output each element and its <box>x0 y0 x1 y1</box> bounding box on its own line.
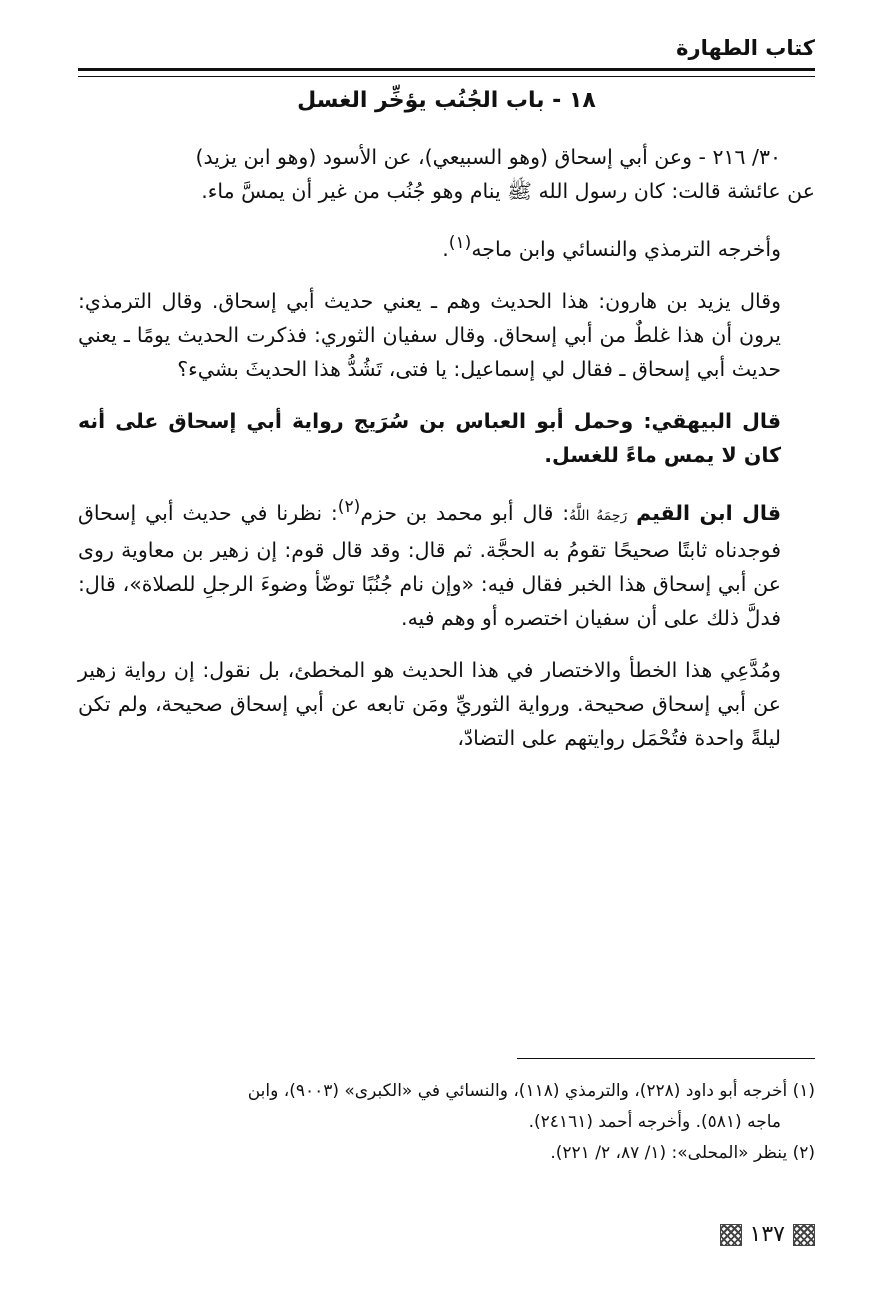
takhrij-text: وأخرجه الترمذي والنسائي وابن ماجه <box>471 236 781 261</box>
commentary-yazid: وقال يزيد بن هارون: هذا الحديث وهم ـ يعني حديث أبي إسحاق. وقال الترمذي: يرون أن هذا غلطٌ من أبي إسحاق. وقال سفيان الثوري: فذكرت الحديث يومًا ـ يعني حديث أبي إسحاق ـ فقال لي إسماعيل: يا فتى، تَشُدُّ هذا الحديثَ بشيء؟ <box>78 288 781 381</box>
hadith-line-1: ٣٠/ ٢١٦ - وعن أبي إسحاق (وهو السبيعي)، عن الأسود (وهو ابن يزيد) <box>195 145 781 169</box>
footnotes <box>78 1076 815 1169</box>
footnote-1-line-1: (١) أخرجه أبو داود (٢٢٨)، والترمذي (١١٨)، والنسائي في «الكبرى» (٩٠٠٣)، وابن <box>247 1081 815 1101</box>
running-head: كتاب الطهارة <box>676 36 815 60</box>
takhrij-end: . <box>442 236 449 261</box>
page-number: ١٣٧ <box>749 1222 785 1247</box>
hadith-line-2: عن عائشة قالت: كان رسول الله ﷺ ينام وهو جُنُب من غير أن يمسَّ ماء. <box>201 179 815 203</box>
chapter-title: ١٨ - باب الجُنُب يؤخِّر الغسل <box>297 88 596 113</box>
header-rule <box>78 68 815 77</box>
lattice-ornament-icon <box>793 1224 815 1246</box>
honorific: رَحِمَهُ اللَّهُ <box>569 507 628 524</box>
page-content <box>78 0 815 1290</box>
footnote-2: (٢) ينظر «المحلى»: (١/ ٨٧، ٢/ ٢٢١). <box>550 1143 815 1163</box>
ibn-qayyim-text-b: : نظرنا في حديث أبي إسحاق فوجدناه ثابتًا صحيحًا تقومُ به الحجَّة. ثم قال: وقد قال قوم: إن زهير بن معاوية روى عن أبي إسحاق هذا الخبر فقال فيه: «وإن نام جُنُبًا توضّأ وضوءَ الرجلِ للصلاة»، قال: فدلَّ ذلك على أن سفيان اختصره أو وهم فيه. <box>78 500 781 630</box>
commentary-bayhaqi: قال البيهقي: وحمل أبو العباس بن سُرَيج رواية أبي إسحاق على أنه كان لا يمس ماءً للغسل. <box>78 408 781 467</box>
takhrij-paragraph <box>78 226 815 266</box>
footnote-rule <box>517 1058 815 1059</box>
ibn-qayyim-text-a: : قال أبو محمد بن حزم <box>360 500 570 525</box>
footnote-ref-1[interactable]: (١) <box>448 233 472 253</box>
commentary-ibn-qayyim <box>78 490 815 635</box>
footnote-1-line-2: ماجه (٥٨١). وأخرجه أحمد (٢٤١٦١). <box>528 1112 781 1132</box>
folio <box>720 1222 815 1247</box>
body-text <box>78 140 815 755</box>
lattice-ornament-icon <box>720 1224 742 1246</box>
commentary-rebuttal: ومُدَّعِي هذا الخطأ والاختصار في هذا الحديث هو المخطئ، بل نقول: إن رواية زهير عن أبي إسحاق صحيحة. ورواية الثوريِّ ومَن تابعه عن أبي إسحاق صحيحة، ولم تكن ليلةً واحدة فتُحْمَل روايتهم على التضادّ، <box>78 657 781 750</box>
ibn-qayyim-lead: قال ابن القيم <box>636 500 782 525</box>
footnote-ref-2[interactable]: (٢) <box>337 496 361 517</box>
